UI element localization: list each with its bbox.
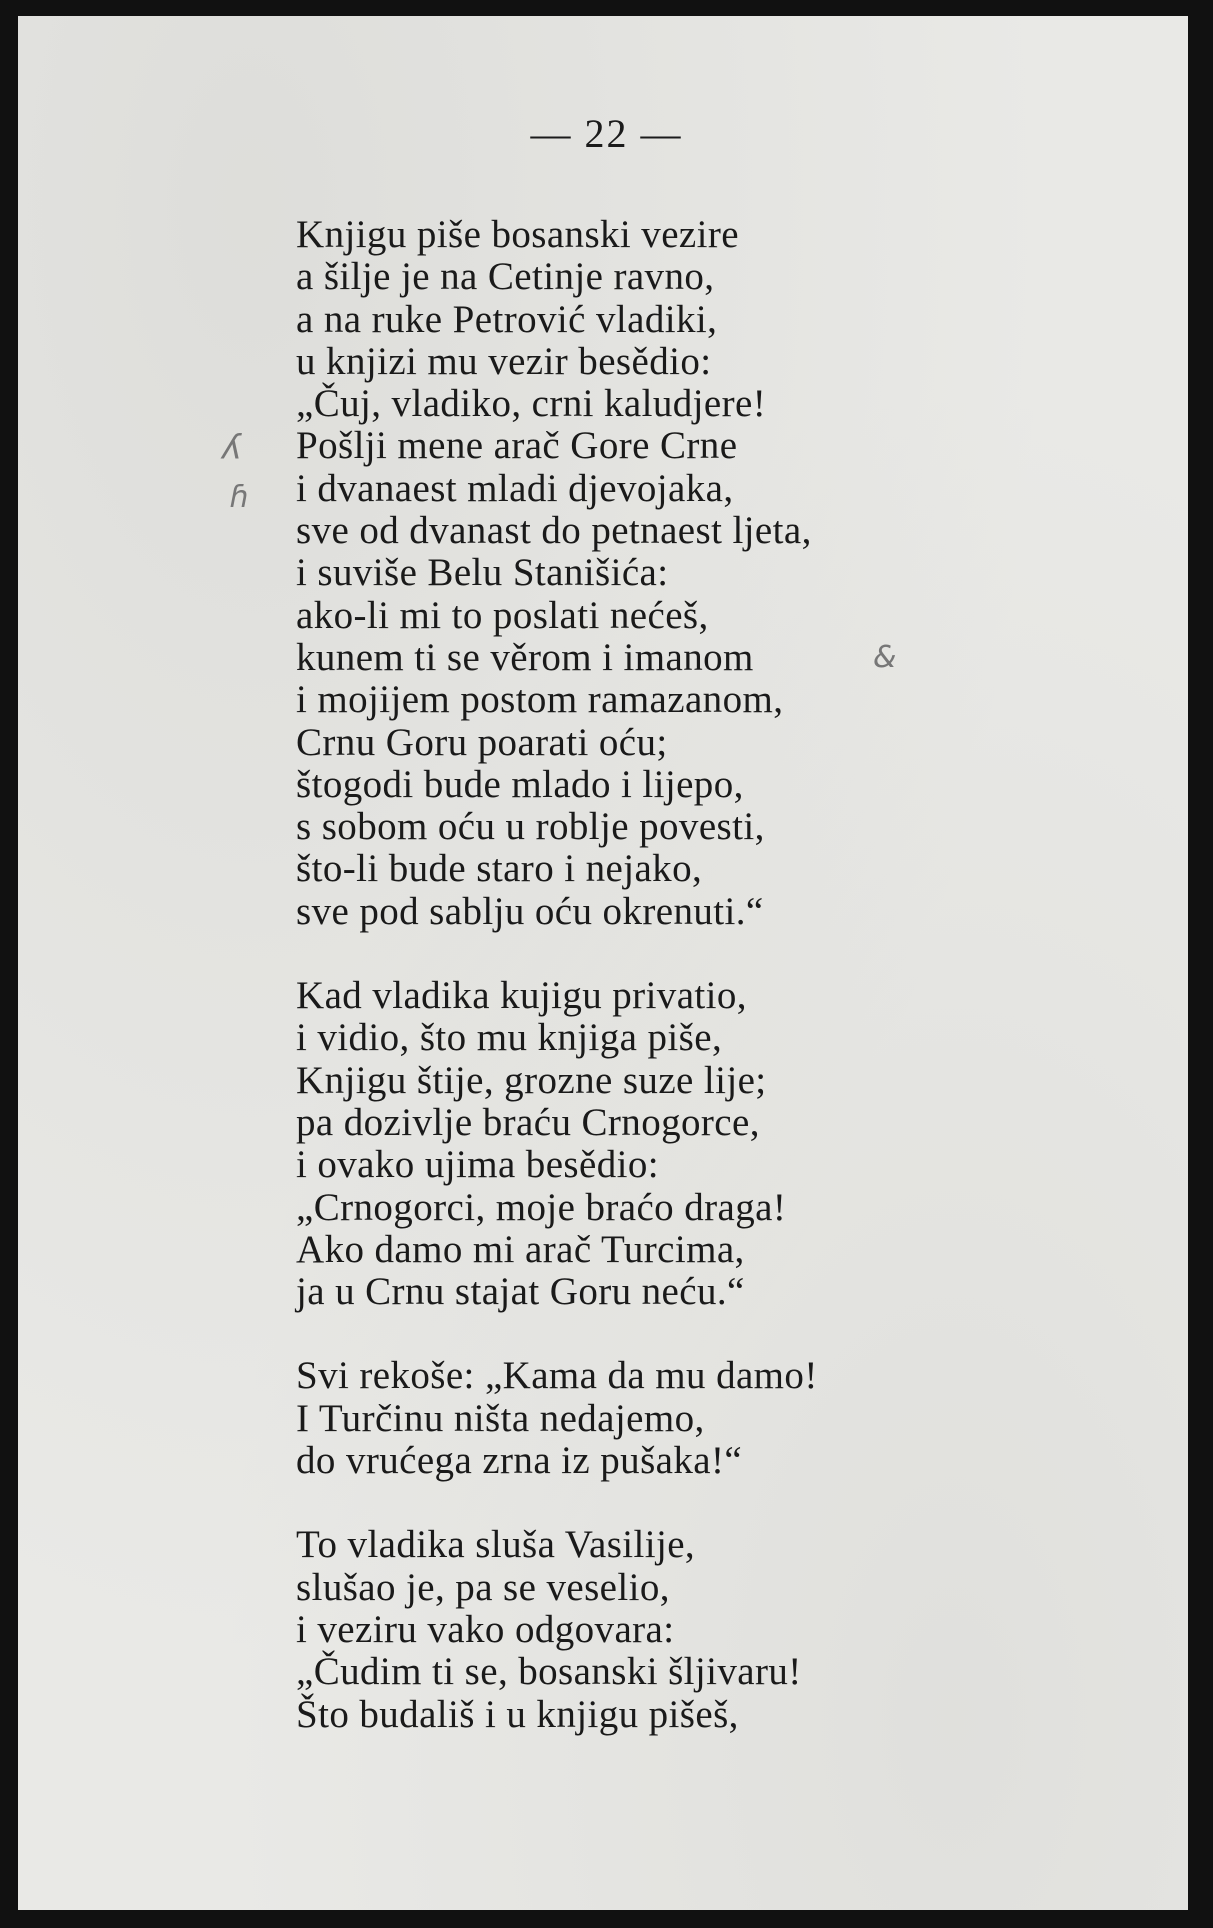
poem-line: sve od dvanast do petnaest ljeta, — [296, 509, 812, 553]
page-number: — 22 — — [530, 111, 683, 156]
handwritten-margin-mark: ɦ — [230, 480, 250, 515]
poem-line: i veziru vako odgovara: — [296, 1607, 675, 1651]
poem-line: „Crnogorci, moje braćo draga! — [296, 1185, 787, 1229]
poem-line: Što budališ i u knjigu pišeš, — [296, 1692, 739, 1736]
poem-line: „Čuj, vladiko, crni kaludjere! — [296, 382, 767, 426]
poem-line: Knjigu štije, grozne suze lije; — [296, 1058, 767, 1102]
stanza — [296, 214, 1196, 933]
poem-line: Ako damo mi arač Turcima, — [296, 1227, 745, 1271]
poem-line: To vladika sluša Vasilije, — [296, 1523, 696, 1567]
poem-line: i vidio, što mu knjiga piše, — [296, 1016, 723, 1060]
handwritten-margin-mark: ʎ — [222, 428, 243, 468]
poem-line: i suviše Belu Stanišića: — [296, 551, 669, 595]
poem-line: Kad vladika kujigu privatio, — [296, 974, 747, 1018]
poem-line: i ovako ujima besědio: — [296, 1143, 659, 1187]
poem-line: slušao je, pa se veselio, — [296, 1565, 670, 1609]
stanza — [296, 975, 1196, 1313]
poem-line: s sobom oću u roblje povesti, — [296, 805, 765, 849]
handwritten-margin-mark: & — [873, 640, 897, 675]
poem-line: i mojijem postom ramazanom, — [296, 678, 784, 722]
poem-line: Pošlji mene arač Gore Crne — [296, 424, 738, 468]
poem-line: ako-li mi to poslati nećeš, — [296, 593, 709, 637]
poem-line: Svi rekoše: „Kama da mu damo! — [296, 1354, 818, 1398]
poem-line: a šilje je na Cetinje ravno, — [296, 255, 715, 299]
poem-line: Crnu Goru poarati oću; — [296, 720, 668, 764]
poem-line: pa dozivlje braću Crnogorce, — [296, 1100, 760, 1144]
stanza — [296, 1524, 1196, 1735]
poem-line: „Čudim ti se, bosanski šljivaru! — [296, 1650, 802, 1694]
poem-line: ja u Crnu stajat Goru neću.“ — [296, 1270, 745, 1314]
stanza — [296, 1355, 1196, 1482]
poem-line: i dvanaest mladi djevojaka, — [296, 466, 734, 510]
poem-line: u knjizi mu vezir besědio: — [296, 339, 712, 383]
poem-line: što-li bude staro i nejako, — [296, 847, 703, 891]
poem-line: sve pod sablju oću okrenuti.“ — [296, 889, 764, 933]
poem-line: do vrućega zrna iz pušaka!“ — [296, 1439, 743, 1483]
poem-text — [296, 214, 1196, 1778]
poem-line: a na ruke Petrović vladiki, — [296, 297, 718, 341]
poem-line: Knjigu piše bosanski vezire — [296, 213, 739, 256]
poem-line: I Turčinu ništa nedajemo, — [296, 1396, 705, 1440]
poem-line: štogodi bude mlado i lijepo, — [296, 762, 744, 806]
poem-line: kunem ti se věrom i imanom — [296, 635, 754, 679]
